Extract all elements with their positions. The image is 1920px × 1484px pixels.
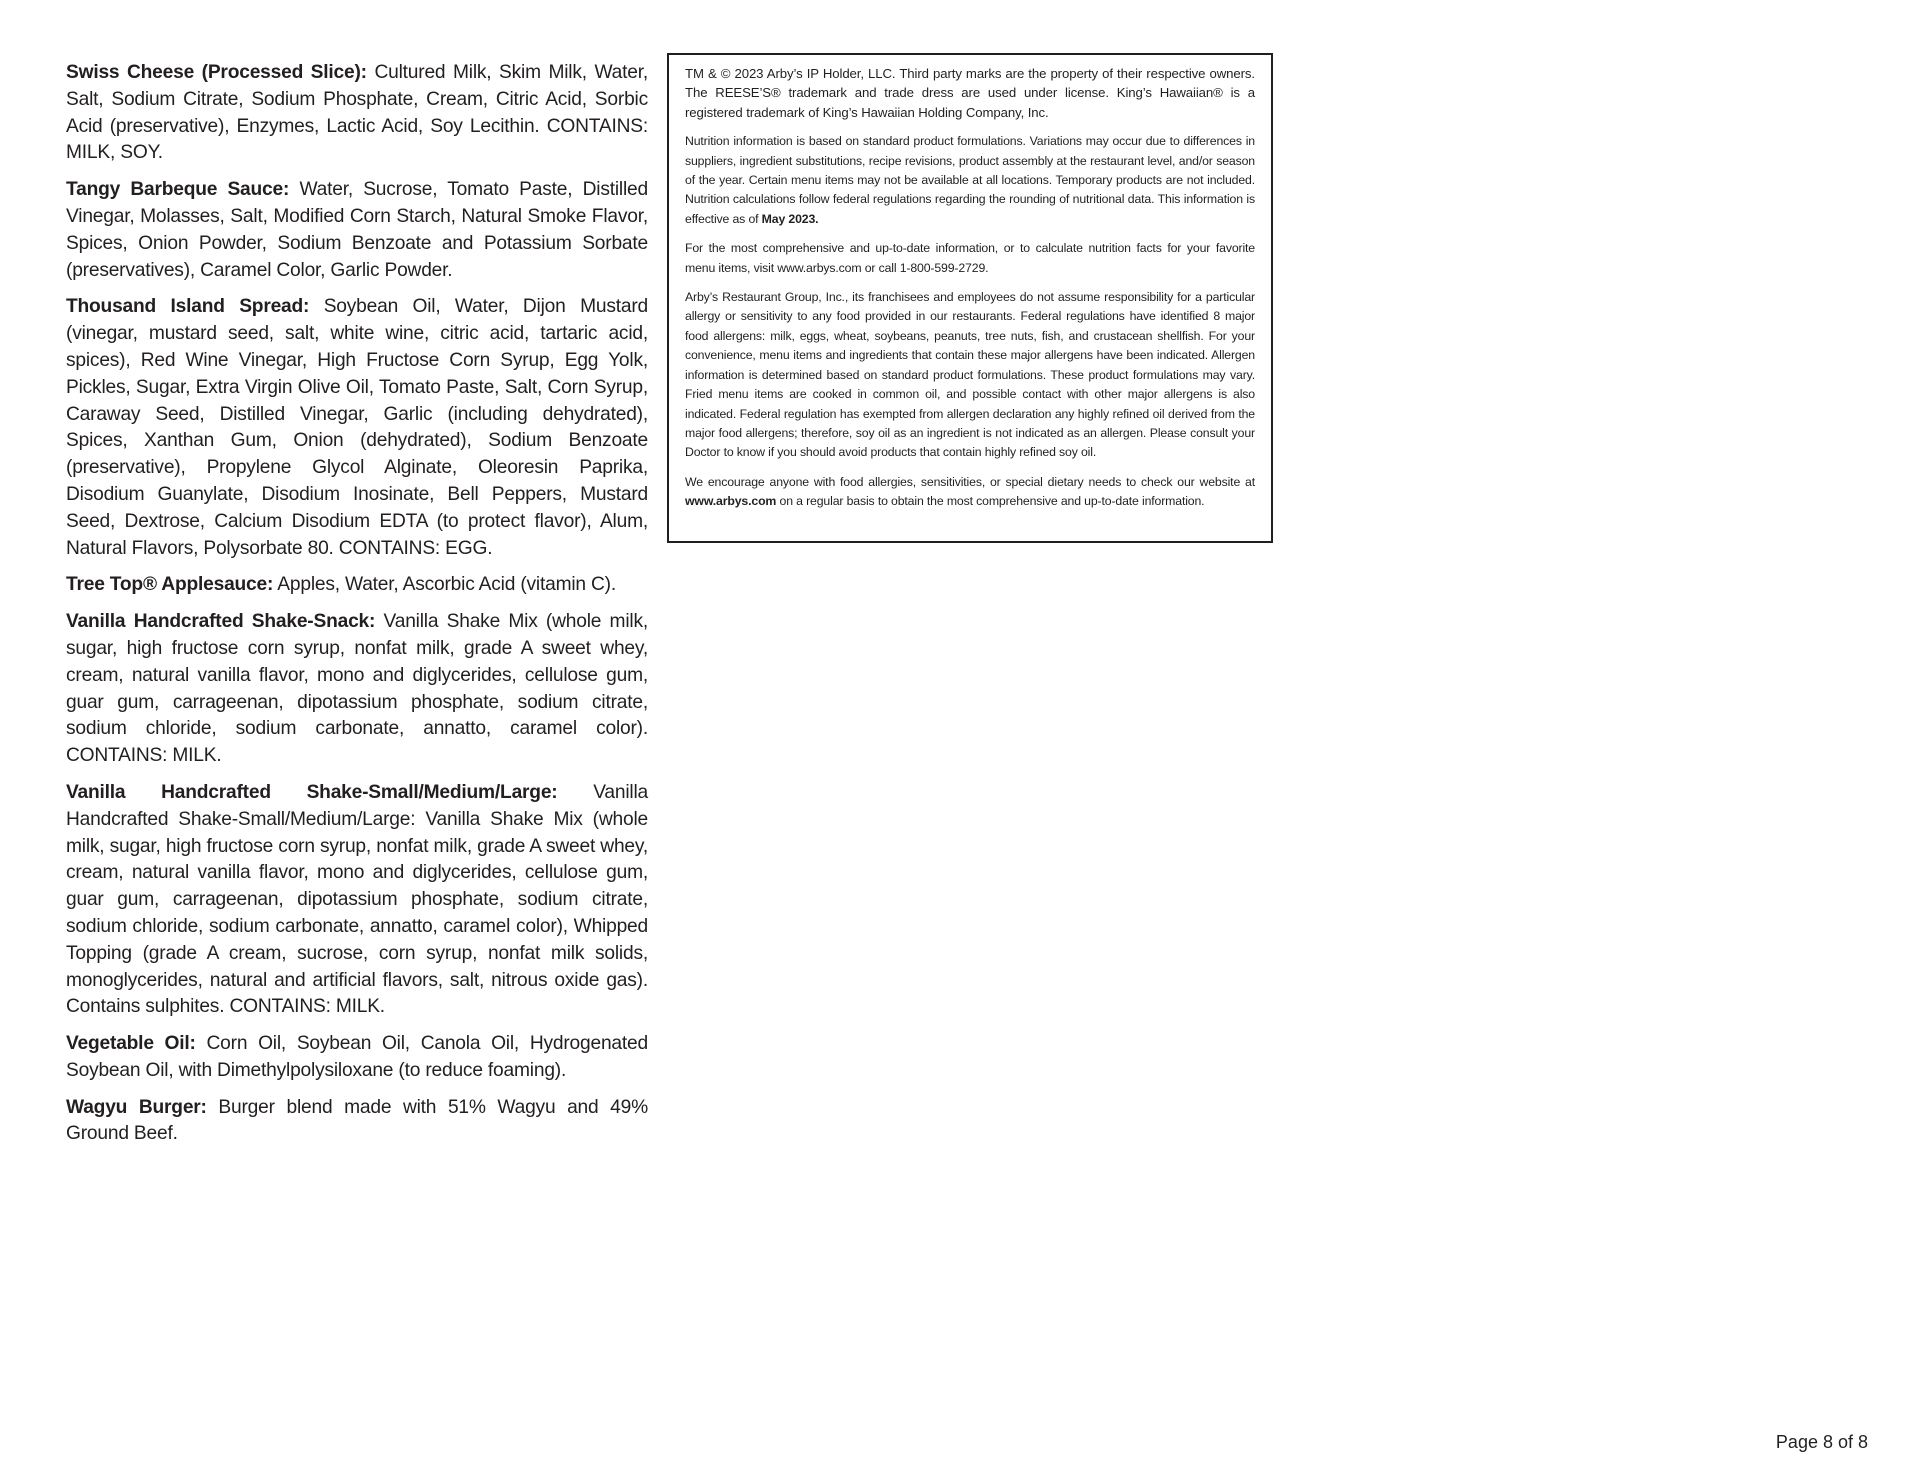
ingredient-entry <box>66 780 648 1021</box>
website-notice-text-end: on a regular basis to obtain the most comprehensive and up-to-date information. <box>776 494 1205 509</box>
disclaimer-box <box>667 53 1273 543</box>
ingredient-entry <box>66 177 648 284</box>
allergen-notice: Arby’s Restaurant Group, Inc., its franchisees and employees do not assume responsibility for a particular allergy or sensitivity to any food provided in our restaurants. Federal regulations have identified 8 major food allergens: milk, eggs, wheat, soybeans, peanuts, tree nuts, fish, and crustacean shellfish. For your convenience, menu items and ingredients that contain these major allergens have been indicated. Allergen information is determined based on standard product formulations. These product formulations may vary. Fried menu items are cooked in common oil, and possible contact with other major allergens is also indicated. Federal regulation has exempted from allergen declaration any highly refined oil derived from the major food allergens; therefore, soy oil as an ingredient is not indicated as an allergen. Please consult your Doctor to know if you should avoid products that contain highly refined soy oil. <box>685 290 1255 460</box>
ingredient-entry <box>66 609 648 770</box>
ingredient-name: Thousand Island Spread: <box>66 296 310 318</box>
effective-date: May 2023. <box>761 211 819 226</box>
ingredient-entry <box>66 572 648 599</box>
ingredient-name: Tangy Barbeque Sauce: <box>66 179 290 201</box>
ingredient-text: Vanilla Handcrafted Shake-Small/Medium/Large: Vanilla Shake Mix (whole milk, sugar, high fructose corn syrup, nonfat milk, grade A sweet whey, cream, natural vanilla flavor, mono and diglycerides, cellulose gum, guar gum, carrageenan, dipotassium phosphate, sodium citrate, sodium chloride, sodium carbonate, annatto, caramel color), Whipped Topping (grade A cream, sucrose, corn syrup, nonfat milk solids, monoglycerides, natural and artificial flavors, salt, nitrous oxide gas). Contains sulphites. CONTAINS: MILK. <box>66 781 648 1018</box>
ingredient-entry <box>66 294 648 562</box>
ingredient-text: Corn Oil, Soybean Oil, Canola Oil, Hydrogenated Soybean Oil, with Dimethylpolysiloxane (to reduce foaming). <box>66 1033 648 1081</box>
ingredient-name: Swiss Cheese (Processed Slice): <box>66 62 367 83</box>
website-notice <box>685 473 1255 512</box>
page-number: Page 8 of 8 <box>1775 1432 1868 1452</box>
nutrition-notice <box>685 132 1255 229</box>
ingredient-name: Vanilla Handcrafted Shake-Small/Medium/Large: <box>66 781 558 803</box>
ingredient-name: Wagyu Burger: <box>66 1096 207 1118</box>
ingredient-name: Vanilla Handcrafted Shake-Snack: <box>66 611 376 633</box>
ingredient-text: Vanilla Shake Mix (whole milk, sugar, high fructose corn syrup, nonfat milk, grade A sweet whey, cream, natural vanilla flavor, mono and diglycerides, cellulose gum, guar gum, carrageenan, dipotassium phosphate, sodium citrate, sodium chloride, sodium carbonate, annatto, caramel color). CONTAINS: MILK. <box>66 611 648 767</box>
ingredient-text: Apples, Water, Ascorbic Acid (vitamin C). <box>277 574 616 596</box>
website-notice-text: We encourage anyone with food allergies, sensitivities, or special dietary needs to check our website at <box>685 474 1255 489</box>
ingredient-text: Soybean Oil, Water, Dijon Mustard (vinegar, mustard seed, salt, white wine, citric acid, tartaric acid, spices), Red Wine Vinegar, High Fructose Corn Syrup, Egg Yolk, Pickles, Sugar, Extra Virgin Olive Oil, Tomato Paste, Salt, Corn Syrup, Caraway Seed, Distilled Vinegar, Garlic (including dehydrated), Spices, Xanthan Gum, Onion (dehydrated), Sodium Benzoate (preservative), Propylene Glycol Alginate, Oleoresin Paprika, Disodium Guanylate, Disodium Inosinate, Bell Peppers, Mustard Seed, Dextrose, Calcium Disodium EDTA (to protect flavor), Alum, Natural Flavors, Polysorbate 80. CONTAINS: EGG. <box>66 296 648 559</box>
ingredient-entry <box>66 1095 648 1149</box>
ingredient-text: Cultured Milk, Skim Milk, Water, Salt, Sodium Citrate, Sodium Phosphate, Cream, Citric Acid, Sorbic Acid (preservative), Enzymes, Lactic Acid, Soy Lecithin. CONTAINS: MILK, SOY. <box>66 62 648 164</box>
ingredient-name: Vegetable Oil: <box>66 1033 196 1055</box>
nutrition-notice-text: Nutrition information is based on standard product formulations. Variations may occur due to differences in suppliers, ingredient substitutions, recipe revisions, product assembly at the restaurant level, and/or season of the year. Certain menu items may not be available at all locations. Temporary products are not included. Nutrition calculations follow federal regulations regarding the rounding of nutritional data. This information is effective as of <box>685 134 1255 226</box>
trademark-notice: TM & © 2023 Arby’s IP Holder, LLC. Third party marks are the property of their respective owners. The REESE’S® trademark and trade dress are used under license. King’s Hawaiian® is a registered trademark of King’s Hawaiian Holding Company, Inc. <box>685 66 1255 120</box>
ingredient-entry <box>66 60 648 167</box>
contact-notice: For the most comprehensive and up-to-date information, or to calculate nutrition facts for your favorite menu items, visit www.arbys.com or call 1-800-599-2729. <box>685 241 1255 275</box>
ingredient-text: Burger blend made with 51% Wagyu and 49% Ground Beef. <box>66 1096 648 1145</box>
ingredient-name: Tree Top® Applesauce: <box>66 574 274 596</box>
ingredient-entry <box>66 1031 648 1085</box>
website-link[interactable]: www.arbys.com <box>685 494 777 509</box>
ingredient-list <box>66 60 648 1158</box>
ingredient-text: Water, Sucrose, Tomato Paste, Distilled Vinegar, Molasses, Salt, Modified Corn Starch, Natural Smoke Flavor, Spices, Onion Powder, Sodium Benzoate and Potassium Sorbate (preservatives), Caramel Color, Garlic Powder. <box>66 179 648 281</box>
